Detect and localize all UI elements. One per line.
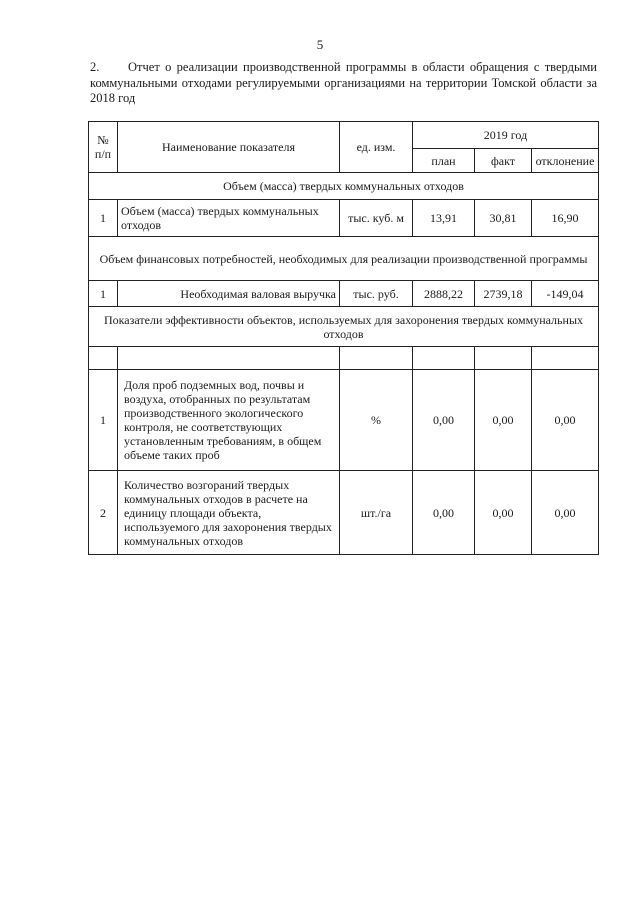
row-deviation: 0,00 xyxy=(532,370,599,471)
row-deviation: 16,90 xyxy=(532,200,599,237)
row-plan: 0,00 xyxy=(413,471,475,555)
table-row xyxy=(89,370,599,471)
empty-cell xyxy=(532,347,599,370)
row-deviation: -149,04 xyxy=(532,281,599,307)
row-fact: 0,00 xyxy=(475,471,532,555)
row-unit: % xyxy=(340,370,413,471)
header-row-1 xyxy=(89,122,599,149)
report-table xyxy=(88,121,599,555)
row-plan: 0,00 xyxy=(413,370,475,471)
row-fact: 0,00 xyxy=(475,370,532,471)
header-fact: факт xyxy=(475,149,532,173)
empty-cell xyxy=(340,347,413,370)
table-row xyxy=(89,471,599,555)
table-row xyxy=(89,281,599,307)
section-title-finance: Объем финансовых потребностей, необходимых для реализации производственной программы xyxy=(89,237,599,281)
row-no: 1 xyxy=(89,200,118,237)
row-unit: тыс. куб. м xyxy=(340,200,413,237)
row-plan: 2888,22 xyxy=(413,281,475,307)
section-row xyxy=(89,173,599,200)
empty-cell xyxy=(118,347,340,370)
section-row xyxy=(89,237,599,281)
header-no: № п/п xyxy=(89,122,118,173)
row-no: 1 xyxy=(89,281,118,307)
row-name: Доля проб подземных вод, почвы и воздуха, отобранных по результатам производственного экологического контроля, не соответствующих установленным требованиям, в общем объеме таких проб xyxy=(118,370,340,471)
row-fact: 2739,18 xyxy=(475,281,532,307)
row-deviation: 0,00 xyxy=(532,471,599,555)
header-name: Наименование показателя xyxy=(118,122,340,173)
row-no: 1 xyxy=(89,370,118,471)
row-unit: шт./га xyxy=(340,471,413,555)
header-plan: план xyxy=(413,149,475,173)
row-no: 2 xyxy=(89,471,118,555)
header-unit: ед. изм. xyxy=(340,122,413,173)
empty-row xyxy=(89,347,599,370)
header-year: 2019 год xyxy=(413,122,599,149)
header-deviation: отклонение xyxy=(532,149,599,173)
heading-text: Отчет о реализации производственной программы в области обращения с твердыми коммунальными отходами регулируемыми организациями на территории Томской области за 2018 год xyxy=(90,60,597,105)
row-unit: тыс. руб. xyxy=(340,281,413,307)
row-name: Количество возгораний твердых коммунальных отходов в расчете на единицу площади объекта, используемого для захоронения твердых коммунальных отходов xyxy=(118,471,340,555)
report-heading xyxy=(90,60,597,107)
table-row xyxy=(89,200,599,237)
row-name: Объем (масса) твердых коммунальных отходов xyxy=(118,200,340,237)
empty-cell xyxy=(413,347,475,370)
section-title-efficiency: Показатели эффективности объектов, используемых для захоронения твердых коммунальных отходов xyxy=(89,307,599,347)
section-title-volume: Объем (масса) твердых коммунальных отходов xyxy=(89,173,599,200)
section-row xyxy=(89,307,599,347)
empty-cell xyxy=(89,347,118,370)
row-plan: 13,91 xyxy=(413,200,475,237)
page-number: 5 xyxy=(316,37,324,52)
empty-cell xyxy=(475,347,532,370)
row-name: Необходимая валовая выручка xyxy=(118,281,340,307)
row-fact: 30,81 xyxy=(475,200,532,237)
heading-number: 2. xyxy=(90,60,100,74)
